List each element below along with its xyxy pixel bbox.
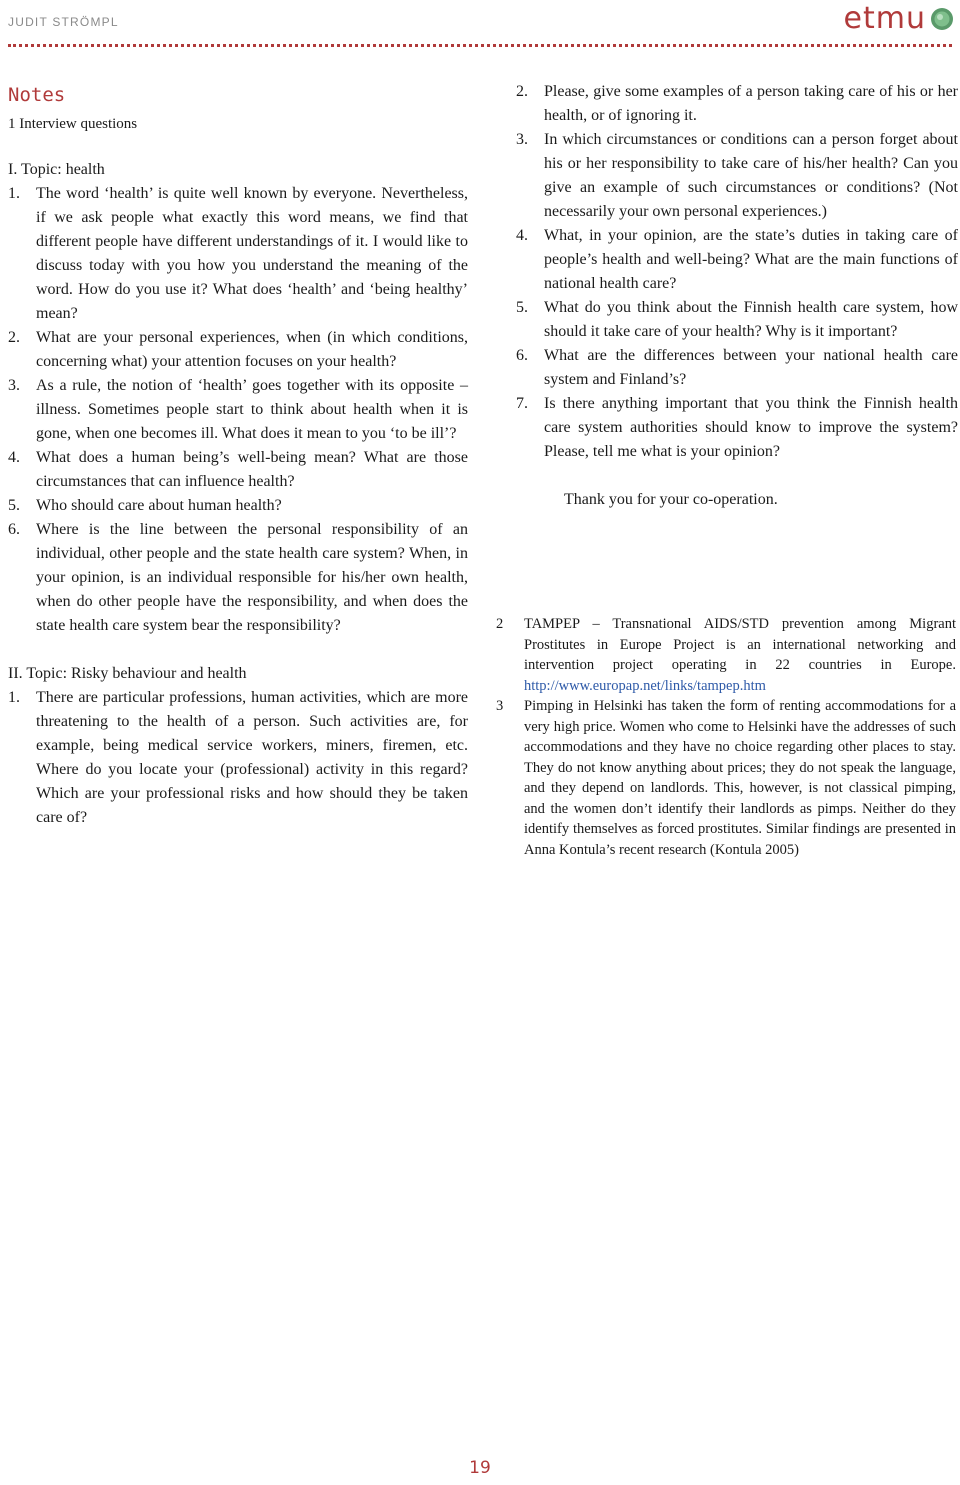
topic-1-heading: I. Topic: health [8,161,105,178]
topic1-question: 3. As a rule, the notion of ‘health’ goes together with its opposite – illness. Sometimes people start to think about health when it is gone, when one becomes ill. What does it mean to you ‘to be ill’? [8,377,468,442]
etmu-logo [844,2,954,36]
logo-circle-icon [930,7,954,31]
topic2-question: 4. What, in your opinion, are the state’s duties in taking care of people’s health and well-being? What are the main functions of national health care? [516,227,958,292]
topic-2-heading: II. Topic: Risky behaviour and health [8,665,247,682]
footnote-3: 3 Pimping in Helsinki has taken the form of renting accommodations for a very high price. Women who come to Helsinki have the addresses of such accommodations and they have no choice regarding other places to stay. They do not know anything about prices; they do not speak the language, and they depend on landlords. This, however, is not classical pimping, and the women don’t identify their landlords as pimps. Neither do they identify themselves as forced prostitutes. Similar findings are presented in Anna Kontula’s recent research (Kontula 2005) [496,698,956,858]
topic2-question: 6. What are the differences between your national health care system and Finland’s? [516,347,958,388]
page-number: 19 [469,1458,491,1478]
topic1-question: 5. Who should care about human health? [8,497,282,514]
thanks-line: Thank you for your co-operation. [564,491,778,508]
topic1-question: 2. What are your personal experiences, when (in which conditions, concerning what) your attention focuses on your health? [8,329,468,370]
topic1-question: 6. Where is the line between the personal responsibility of an individual, other people and the state health care system? When, in your opinion, is an individual responsible for his/her own health, when do other people have the responsibility, and when does the state health care system bear the responsibility? [8,521,468,634]
right-column [516,80,958,512]
topic2-question: 1. There are particular professions, human activities, which are more threatening to the health of a person. Such activities are, for example, being medical service workers, miners, firemen, etc. Where do you locate your (professional) activity in this regard? Which are your professional risks and how should they be taken care of? [8,689,468,826]
topic2-question: 2. Please, give some examples of a person taking care of his or her health, or of ignoring it. [516,83,958,124]
notes-heading: Notes [8,84,66,106]
topic2-question: 5. What do you think about the Finnish health care system, how should it take care of your health? Why is it important? [516,299,958,340]
note-1: 1 Interview questions [8,116,138,132]
author-name: JUDIT STRÖMPL [8,15,119,29]
footnote-2: 2 TAMPEP – Transnational AIDS/STD prevention among Migrant Prostitutes in Europe Project is an international networking and intervention project operating in 22 countries in Europe. http://www.europap.net/links/tampep.htm [496,616,956,694]
topic2-question: 3. In which circumstances or conditions can a person forget about his or her responsibility to take care of his/her health? Can you give an example of such circumstances or conditions? (Not necessarily your own personal experiences.) [516,131,958,220]
topic1-question: 4. What does a human being’s well-being mean? What are those circumstances that can influence health? [8,449,468,490]
page-header [0,0,960,50]
tampep-link[interactable]: http://www.europap.net/links/tampep.htm [524,677,766,694]
logo-text: etmu [843,1,926,36]
header-dotted-rule [8,44,952,47]
topic2-question: 7. Is there anything important that you think the Finnish health care system authorities should know to improve the system? Please, tell me what is your opinion? [516,395,958,460]
left-column [8,80,468,830]
topic1-question: 1. The word ‘health’ is quite well known by everyone. Nevertheless, if we ask people what exactly this word means, we find that different people have different understandings of it. I would like to discuss today with you how you understand the meaning of the word. How do you use it? What does ‘health’ and ‘being healthy’ mean? [8,185,468,322]
footnotes [496,614,956,860]
